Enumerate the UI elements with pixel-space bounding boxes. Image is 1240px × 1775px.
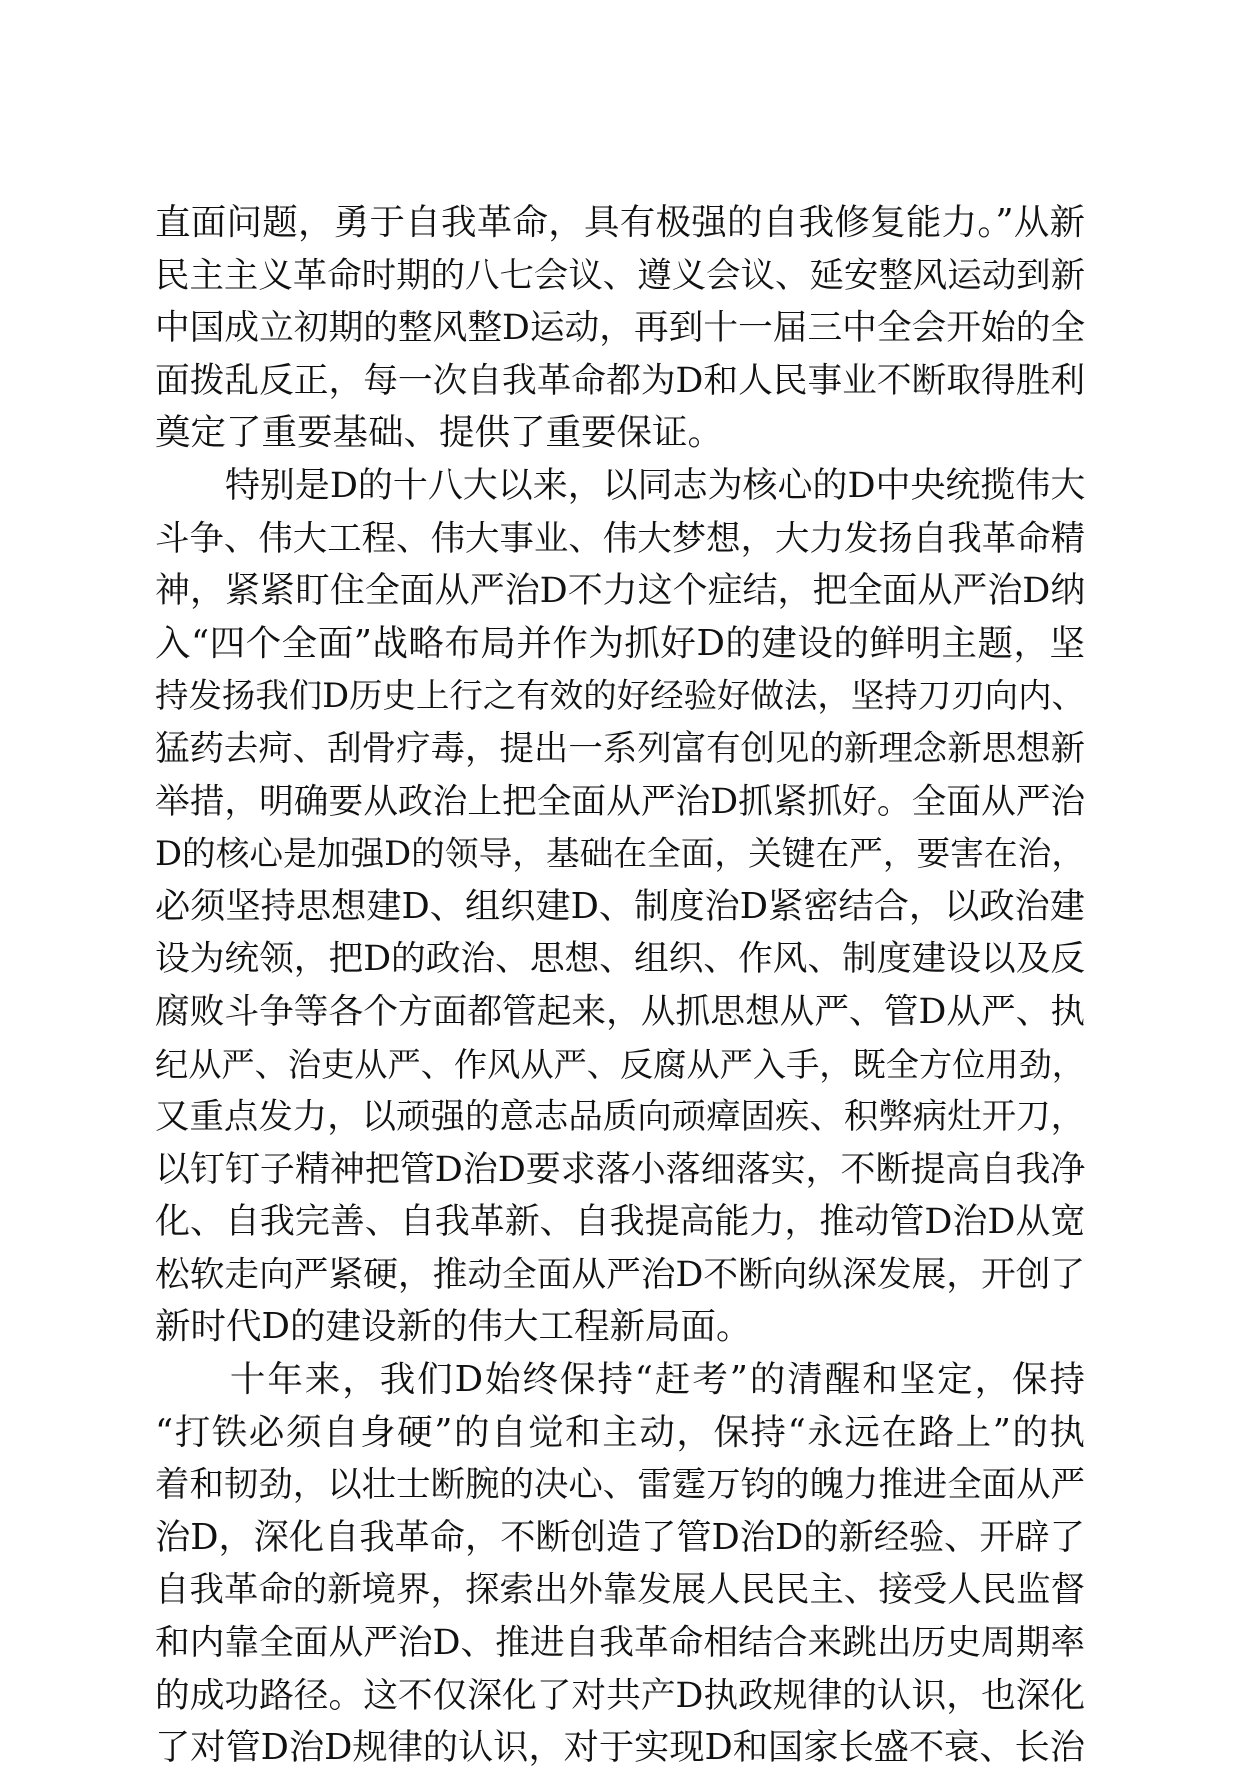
text-line: 十年来，我们D始终保持“赶考”的清醒和坚定，保持 (155, 1359, 1085, 1401)
text-line: 松软走向严紧硬，推动全面从严治D不断向纵深发展，开创了 (155, 1254, 1086, 1295)
text-line: 入“四个全面”战略布局并作为抓好D的建设的鲜明主题，坚 (155, 622, 1085, 664)
text-line: “打铁必须自身硬”的自觉和主动，保持“永远在路上”的执 (155, 1411, 1085, 1453)
text-line: 猛药去疴、刮骨疗毒，提出一系列富有创见的新理念新思想新 (155, 728, 1085, 769)
text-line: 和内靠全面从严治D、推进自我革命相结合来跳出历史周期率 (155, 1623, 1086, 1664)
text-line: 奠定了重要基础、提供了重要保证。 (155, 412, 724, 454)
text-line: 治D，深化自我革命，不断创造了管D治D的新经验、开辟了 (155, 1516, 1085, 1558)
body-text (155, 197, 1085, 1775)
text-line: 腐败斗争等各个方面都管起来，从抓思想从严、管D从严、执 (155, 991, 1086, 1032)
text-line: 又重点发力，以顽强的意志品质向顽瘴固疾、积弊病灶开刀， (155, 1097, 1085, 1138)
text-line: 神，紧紧盯住全面从严治D不力这个症结，把全面从严治D纳 (155, 571, 1086, 612)
text-line: 的成功路径。这不仅深化了对共产D执政规律的认识，也深化 (155, 1675, 1086, 1716)
text-line: 自我革命的新境界，探索出外靠发展人民民主、接受人民监督 (155, 1570, 1085, 1611)
text-line: 以钉钉子精神把管D治D要求落小落细落实，不断提高自我净 (155, 1149, 1086, 1190)
text-line: 特别是D的十八大以来，以同志为核心的D中央统揽伟大 (155, 465, 1086, 506)
text-line: 着和韧劲，以壮士断腕的决心、雷霆万钧的魄力推进全面从严 (155, 1465, 1085, 1506)
text-line: 民主主义革命时期的八七会议、遵义会议、延安整风运动到新 (155, 255, 1085, 296)
text-line: 举措，明确要从政治上把全面从严治D抓紧抓好。全面从严治 (155, 781, 1086, 822)
text-line: 化、自我完善、自我革新、自我提高能力，推动管D治D从宽 (155, 1202, 1086, 1243)
text-line: 斗争、伟大工程、伟大事业、伟大梦想，大力发扬自我革命精 (155, 518, 1085, 559)
text-line: 持发扬我们D历史上行之有效的好经验好做法，坚持刀刃向内、 (155, 676, 1085, 716)
text-line: 直面问题，勇于自我革命，具有极强的自我修复能力。”从新 (155, 202, 1085, 243)
text-line: 面拨乱反正，每一次自我革命都为D和人民事业不断取得胜利 (155, 360, 1086, 401)
text-line: D的核心是加强D的领导，基础在全面，关键在严，要害在治， (155, 834, 1085, 874)
text-line: 新时代D的建设新的伟大工程新局面。 (155, 1306, 752, 1348)
text-line: 纪从严、治吏从严、作风从严、反腐从严入手，既全方位用劲， (155, 1044, 1085, 1084)
text-line: 设为统领，把D的政治、思想、组织、作风、制度建设以及反 (155, 939, 1086, 980)
text-line: 中国成立初期的整风整D运动，再到十一届三中全会开始的全 (155, 308, 1086, 349)
text-line: 必须坚持思想建D、组织建D、制度治D紧密结合，以政治建 (155, 885, 1085, 927)
text-line: 了对管D治D规律的认识，对于实现D和国家长盛不衰、长治 (155, 1727, 1085, 1769)
